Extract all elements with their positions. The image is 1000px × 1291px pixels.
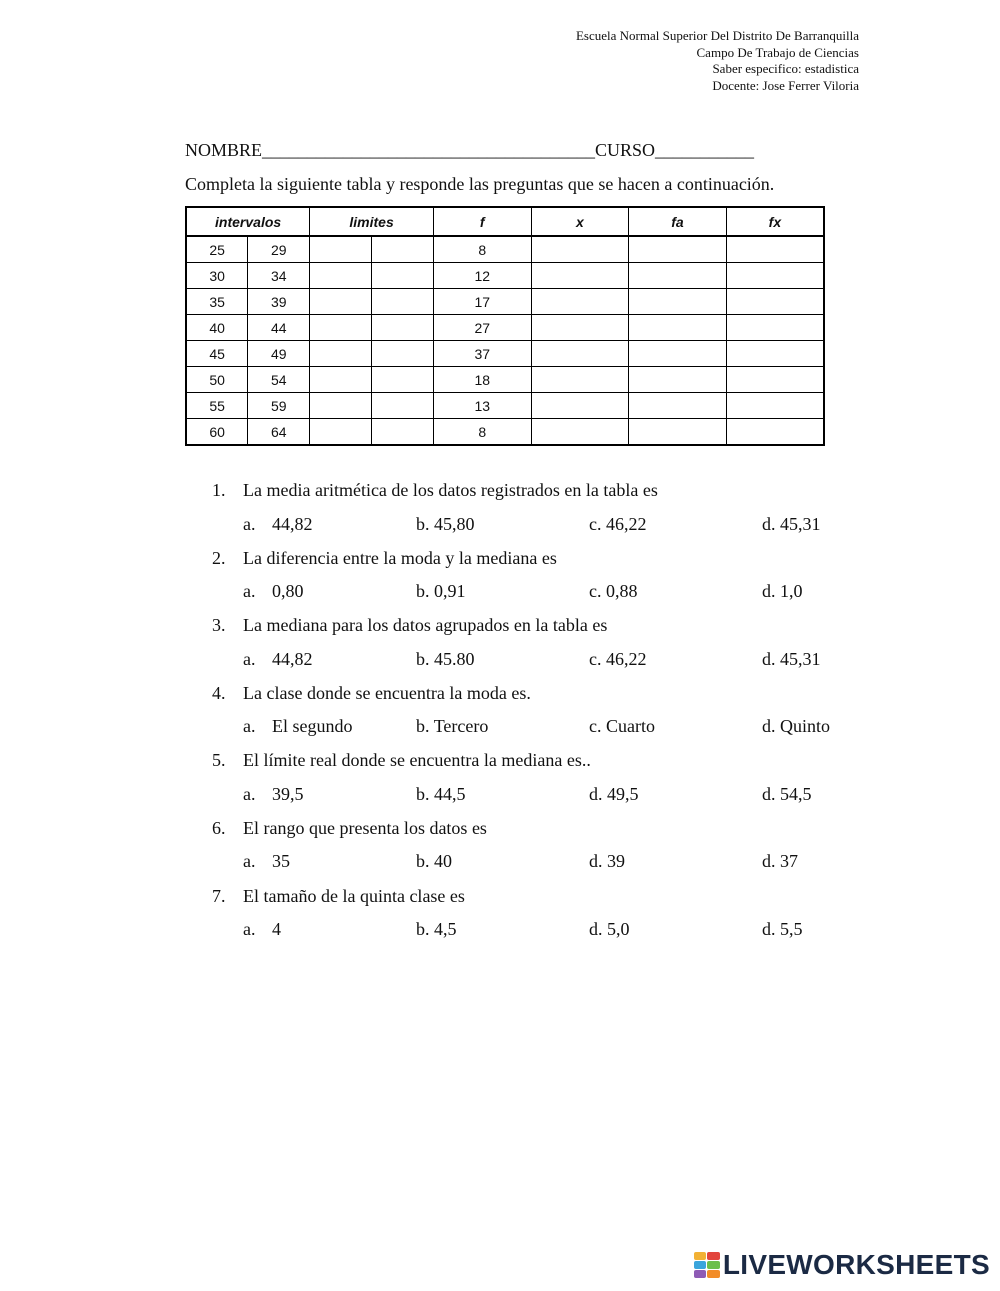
question-text: El rango que presenta los datos es <box>243 817 487 838</box>
question-number: 3. <box>212 615 226 636</box>
interval-lower-cell: 45 <box>186 341 248 367</box>
option-value: 0,91 <box>434 581 466 602</box>
question-text: El límite real donde se encuentra la mediana es.. <box>243 750 591 771</box>
option-value: 37 <box>780 851 798 872</box>
table-row <box>186 393 824 419</box>
question-text: La diferencia entre la moda y la mediana es <box>243 547 557 568</box>
cumulative-fa-cell[interactable] <box>629 263 727 289</box>
question-item <box>212 677 935 745</box>
answer-options <box>212 642 935 676</box>
cumulative-fa-cell[interactable] <box>629 236 727 263</box>
question-text: La media aritmética de los datos registrados en la tabla es <box>243 480 658 500</box>
answer-options <box>212 845 935 879</box>
question-item <box>212 812 935 880</box>
interval-lower-cell: 50 <box>186 367 248 393</box>
table-row <box>186 367 824 393</box>
option-letter: d. <box>762 851 776 872</box>
logo-mark-icon <box>694 1252 720 1278</box>
question-number: 5. <box>212 750 226 771</box>
option-value: 5,5 <box>780 919 803 940</box>
question-item <box>212 609 935 677</box>
frequency-cell: 13 <box>433 393 531 419</box>
option-letter: d. <box>589 919 603 940</box>
option-letter: d. <box>762 648 776 669</box>
frequency-cell: 12 <box>433 263 531 289</box>
option-letter: b. <box>416 919 430 940</box>
option-value: 39,5 <box>272 783 304 804</box>
answer-option[interactable] <box>589 514 762 535</box>
answer-option[interactable] <box>762 919 935 940</box>
interval-upper-cell: 49 <box>248 341 310 367</box>
header-x: x <box>531 207 629 236</box>
answer-option[interactable] <box>243 581 416 602</box>
answer-option[interactable] <box>416 919 589 940</box>
limit-lower-cell[interactable] <box>310 236 372 263</box>
option-value: 45,31 <box>780 513 821 534</box>
answer-option[interactable] <box>589 581 762 602</box>
header-fa: fa <box>629 207 727 236</box>
option-letter: c. <box>589 648 602 669</box>
limit-upper-cell[interactable] <box>372 367 434 393</box>
option-letter: c. <box>589 581 602 602</box>
answer-option[interactable] <box>243 514 416 535</box>
header-line-teacher: Docente: Jose Ferrer Viloria <box>712 77 859 93</box>
logo-tile <box>694 1270 707 1278</box>
interval-lower-cell: 60 <box>186 419 248 446</box>
option-letter: b. <box>416 648 430 669</box>
option-value: 44,5 <box>434 783 466 804</box>
limit-lower-cell[interactable] <box>310 315 372 341</box>
option-letter: d. <box>762 581 776 602</box>
option-letter: a. <box>243 851 256 872</box>
interval-lower-cell: 35 <box>186 289 248 315</box>
option-value: 49,5 <box>607 783 639 804</box>
answer-option[interactable] <box>243 851 416 872</box>
answer-option[interactable] <box>416 716 589 737</box>
option-value: 45.80 <box>434 648 475 669</box>
option-value: Cuarto <box>606 716 655 737</box>
option-letter: a. <box>243 919 256 940</box>
option-value: 45,80 <box>434 513 475 534</box>
answer-option[interactable] <box>762 649 935 670</box>
answer-option[interactable] <box>762 851 935 872</box>
logo-tile <box>694 1252 707 1260</box>
questions-list <box>212 474 935 947</box>
product-fx-cell[interactable] <box>726 341 824 367</box>
option-value: 40 <box>434 851 452 872</box>
limit-upper-cell[interactable] <box>372 419 434 446</box>
interval-lower-cell: 25 <box>186 236 248 263</box>
question-item <box>212 744 935 812</box>
answer-option[interactable] <box>589 851 762 872</box>
answer-option[interactable] <box>589 649 762 670</box>
interval-lower-cell: 40 <box>186 315 248 341</box>
option-value: 1,0 <box>780 581 803 602</box>
answer-option[interactable] <box>762 784 935 805</box>
midpoint-x-cell[interactable] <box>531 263 629 289</box>
answer-option[interactable] <box>416 581 589 602</box>
option-letter: a. <box>243 716 256 737</box>
product-fx-cell[interactable] <box>726 236 824 263</box>
logo-text: LIVEWORKSHEETS <box>722 1249 990 1280</box>
option-value: 54,5 <box>780 783 812 804</box>
frequency-cell: 17 <box>433 289 531 315</box>
table-row <box>186 315 824 341</box>
option-value: 5,0 <box>607 919 630 940</box>
interval-upper-cell: 34 <box>248 263 310 289</box>
option-value: 45,31 <box>780 648 821 669</box>
midpoint-x-cell[interactable] <box>531 236 629 263</box>
question-item <box>212 474 935 542</box>
limit-lower-cell[interactable] <box>310 393 372 419</box>
limit-upper-cell[interactable] <box>372 289 434 315</box>
interval-upper-cell: 44 <box>248 315 310 341</box>
option-value: 46,22 <box>606 513 647 534</box>
cumulative-fa-cell[interactable] <box>629 393 727 419</box>
limit-lower-cell[interactable] <box>310 289 372 315</box>
table-row <box>186 289 824 315</box>
option-letter: d. <box>762 919 776 940</box>
question-text: La clase donde se encuentra la moda es. <box>243 682 531 703</box>
answer-option[interactable] <box>589 784 762 805</box>
cumulative-fa-cell[interactable] <box>629 315 727 341</box>
logo-tile <box>707 1270 720 1278</box>
option-letter: a. <box>243 513 256 534</box>
option-letter: b. <box>416 716 430 737</box>
answer-option[interactable] <box>243 784 416 805</box>
answer-option[interactable] <box>243 649 416 670</box>
option-value: 44,82 <box>272 648 313 669</box>
cumulative-fa-cell[interactable] <box>629 419 727 446</box>
option-value: 46,22 <box>606 648 647 669</box>
option-letter: d. <box>762 513 776 534</box>
header-f: f <box>433 207 531 236</box>
question-number: 2. <box>212 547 226 568</box>
option-value: 4 <box>272 919 281 940</box>
table-header-row <box>186 207 824 236</box>
answer-options <box>212 710 935 744</box>
question-number: 7. <box>212 885 226 906</box>
limit-lower-cell[interactable] <box>310 419 372 446</box>
limit-upper-cell[interactable] <box>372 236 434 263</box>
frequency-cell: 8 <box>433 236 531 263</box>
option-value: Tercero <box>433 716 489 737</box>
option-value: El segundo <box>272 716 353 737</box>
answer-option[interactable] <box>762 514 935 535</box>
answer-option[interactable] <box>416 851 589 872</box>
answer-option[interactable] <box>416 514 589 535</box>
question-number: 4. <box>212 682 226 703</box>
product-fx-cell[interactable] <box>726 419 824 446</box>
product-fx-cell[interactable] <box>726 393 824 419</box>
interval-upper-cell: 39 <box>248 289 310 315</box>
table-row <box>186 419 824 446</box>
frequency-cell: 37 <box>433 341 531 367</box>
midpoint-x-cell[interactable] <box>531 315 629 341</box>
option-value: 4,5 <box>434 919 457 940</box>
frequency-cell: 8 <box>433 419 531 446</box>
header-line-field: Campo De Trabajo de Ciencias <box>696 44 859 60</box>
liveworksheets-logo <box>694 1249 990 1281</box>
option-letter: a. <box>243 648 256 669</box>
option-letter: a. <box>243 581 256 602</box>
limit-upper-cell[interactable] <box>372 315 434 341</box>
school-header <box>576 28 859 94</box>
limit-lower-cell[interactable] <box>310 367 372 393</box>
interval-upper-cell: 54 <box>248 367 310 393</box>
option-letter: b. <box>416 513 430 534</box>
interval-lower-cell: 30 <box>186 263 248 289</box>
answer-option[interactable] <box>589 716 762 737</box>
limit-lower-cell[interactable] <box>310 341 372 367</box>
interval-upper-cell: 29 <box>248 236 310 263</box>
limit-lower-cell[interactable] <box>310 263 372 289</box>
option-value: 0,88 <box>606 581 638 602</box>
logo-tile <box>707 1252 720 1260</box>
answer-option[interactable] <box>243 716 416 737</box>
question-text: La mediana para los datos agrupados en la tabla es <box>243 615 608 636</box>
question-number: 1. <box>212 480 226 500</box>
option-value: 35 <box>272 851 290 872</box>
cumulative-fa-cell[interactable] <box>629 341 727 367</box>
header-intervalos: intervalos <box>186 207 310 236</box>
interval-lower-cell: 55 <box>186 393 248 419</box>
header-line-subject: Saber especifico: estadistica <box>712 61 859 76</box>
table-row <box>186 263 824 289</box>
question-number: 6. <box>212 817 226 838</box>
cumulative-fa-cell[interactable] <box>629 367 727 393</box>
limit-upper-cell[interactable] <box>372 341 434 367</box>
answer-options <box>212 913 935 947</box>
answer-options <box>212 507 935 541</box>
limit-upper-cell[interactable] <box>372 263 434 289</box>
name-course-line: NOMBRE_____________________________________CURSO___________ <box>185 140 755 160</box>
option-letter: d. <box>589 783 603 804</box>
answer-option[interactable] <box>762 716 935 737</box>
answer-option[interactable] <box>416 649 589 670</box>
option-letter: c. <box>589 716 602 737</box>
product-fx-cell[interactable] <box>726 263 824 289</box>
option-letter: c. <box>589 513 602 534</box>
instructions: Completa la siguiente tabla y responde las preguntas que se hacen a continuación. <box>185 174 775 194</box>
question-item <box>212 542 935 610</box>
logo-tile <box>707 1261 720 1269</box>
midpoint-x-cell[interactable] <box>531 289 629 315</box>
option-value: 39 <box>607 851 625 872</box>
option-letter: b. <box>416 581 430 602</box>
answer-option[interactable] <box>762 581 935 602</box>
answer-option[interactable] <box>243 919 416 940</box>
option-letter: d. <box>762 783 776 804</box>
table-row <box>186 236 824 263</box>
answer-option[interactable] <box>416 784 589 805</box>
question-item <box>212 880 935 948</box>
midpoint-x-cell[interactable] <box>531 341 629 367</box>
logo-tile <box>694 1261 707 1269</box>
midpoint-x-cell[interactable] <box>531 367 629 393</box>
option-value: Quinto <box>780 716 831 737</box>
option-letter: b. <box>416 851 430 872</box>
frequency-cell: 18 <box>433 367 531 393</box>
answer-options <box>212 575 935 609</box>
product-fx-cell[interactable] <box>726 315 824 341</box>
header-fx: fx <box>726 207 824 236</box>
midpoint-x-cell[interactable] <box>531 393 629 419</box>
midpoint-x-cell[interactable] <box>531 419 629 446</box>
option-letter: b. <box>416 783 430 804</box>
option-value: 44,82 <box>272 513 313 534</box>
frequency-table <box>185 206 825 446</box>
product-fx-cell[interactable] <box>726 289 824 315</box>
interval-upper-cell: 59 <box>248 393 310 419</box>
option-value: 0,80 <box>272 581 304 602</box>
interval-upper-cell: 64 <box>248 419 310 446</box>
limit-upper-cell[interactable] <box>372 393 434 419</box>
answer-option[interactable] <box>589 919 762 940</box>
header-line-school: Escuela Normal Superior Del Distrito De Barranquilla <box>575 28 859 43</box>
frequency-cell: 27 <box>433 315 531 341</box>
product-fx-cell[interactable] <box>726 367 824 393</box>
cumulative-fa-cell[interactable] <box>629 289 727 315</box>
option-letter: d. <box>762 716 776 737</box>
option-letter: d. <box>589 851 603 872</box>
header-limites: limites <box>310 207 434 236</box>
option-letter: a. <box>243 783 256 804</box>
question-text: El tamaño de la quinta clase es <box>243 885 465 906</box>
table-row <box>186 341 824 367</box>
answer-options <box>212 777 935 811</box>
